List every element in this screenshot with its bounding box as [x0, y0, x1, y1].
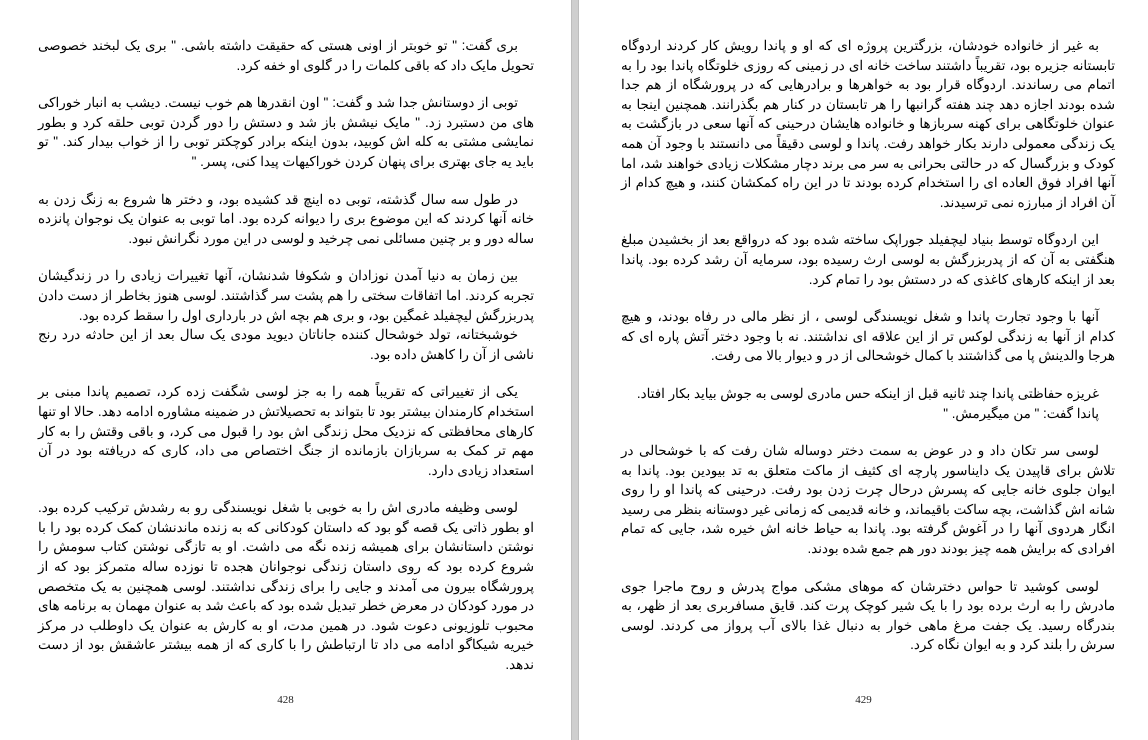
page-number: 428: [277, 694, 294, 706]
right-page-text: [621, 36, 1115, 673]
paragraph: لوسی سر تکان داد و در عوض به سمت دختر دوساله شان رفت که با خوشحالی در تلاش برای قاپیدن یک دایناسور پارچه ای کثیف از ماکت متعلق به تد بیودین بود. پاندا به ایوان جلوی خانه جایی که پسرش درحال چرت زدن بود رفت. درحینی که پاندا او را روی شانه اش گذاشت، بچه ساکت باقیماند، و خانه قدیمی که زمانی غیر دوستانه بنظر می رسید انگار هردوی آنها را در آغوش گرفته بود. پاندا به حیاط خانه اش خیره شد، جایی که تمام افرادی که برایش همه چیز بودند دور هم جمع شده بودند.: [621, 443, 1115, 557]
paragraph: خوشبختانه، تولد خوشحال کننده جاناتان دیوید مودی یک سال بعد از این حادثه درد رنج ناشی از آن را کاهش داده بود.: [38, 327, 534, 362]
paragraph: لوسی وظیفه مادری اش را به خوبی با شغل نویسندگی رو به رشدش ترکیب کرده بود. او بطور ذاتی یک قصه گو بود که داستان کودکانی که به زنده ماندنشان کمک کرده بود را با نوشتن داستانشان برای همیشه زنده نگه می داشت. او به تازگی نوشتن کتاب سومش را شروع کرده بود که روی داستان زندگی نوجوانان هجده تا نوزده ساله متمرکز بود که از پرورشگاه بیرون می آمدند و جایی را برای زندگی نداشتند. لوسی همچنین به یک متخصص در مورد کودکان در معرض خطر تبدیل شده بود که باعث شد به عنوان مهمان به برنامه های محبوب تلوزیونی دعوت شود. در همین مدت، او به کارش به عنوان یک داوطلب در مرکز خیریه شیکاگو ادامه می داد تا ارتباطش را با کاری که از همه بیشتر عاشقش بود از دست ندهد.: [38, 500, 534, 673]
paragraph: یکی از تغییراتی که تقریباً همه را به جز لوسی شگفت زده کرد، تصمیم پاندا مبنی بر استخدام کارمندان بیشتر بود تا بتواند به تحصیلاتش در ضمینه مشاوره ادامه دهد. حالا او تنها کارهای محافظتی که نزدیک محل زندگی اش بود را قبول می کرد، و باقی وقتش را به کار مهم تر کمک به سربازان بازمانده از جنگ اختصاص می داد، کاری که دریافته بود در آن استعداد زیادی دارد.: [38, 384, 534, 478]
paragraph: غریزه حفاظتی پاندا چند ثانیه قبل از اینکه حس مادری لوسی به جوش بیاید بکار افتاد.: [636, 385, 1099, 401]
paragraph: بری گفت: " تو خوبتر از اونی هستی که حقیقت داشته باشی. " بری یک لبخند خصوصی تحویل مایک داد که باقی کلمات را در گلوی او خفه کرد.: [38, 38, 534, 73]
paragraph: در طول سه سال گذشته، توبی ده اینچ قد کشیده بود، و دختر ها شروع به زنگ زدن به خانه آنها کردند که این موضوع بری را دیوانه کرده بود. اما توبی به عنوان یک نوجوان پانزده ساله دور و بر چنین مسائلی نمی چرخید و لوسی در این مورد نگرانش نبود.: [38, 191, 534, 246]
right-page: [578, 0, 1148, 740]
paragraph: لوسی کوشید تا حواس دخترشان که موهای مشکی مواج پدرش و روح ماجرا جوی مادرش را به ارث برده بود را با یک شیر کوچک پرت کند. قایق مسافربری بعد از ظهر، به بندرگاه رسید. یک جفت مرغ ماهی خوار به دنبال غذا بالای آب پرواز می کردند. لوسی سرش را بلند کرد و به ایوان نگاه کرد.: [621, 578, 1115, 653]
paragraph: پاندا گفت: " من میگیرمش. ": [943, 405, 1099, 421]
paragraph: بین زمان به دنیا آمدن نوزادان و شکوفا شدنشان، آنها تغییرات زیادی را در زندگیشان تجربه کردند. اما اتفاقات سختی را هم پشت سر گذاشتند. لوسی هنوز بخاطر از دست دادن پدربزرگش لیچفیلد غمگین بود، و بری هم بچه اش در بارداری اول را سقط کرده بود.: [38, 268, 534, 323]
left-page: [0, 0, 572, 740]
left-page-text: [38, 36, 534, 693]
paragraph: به غیر از خانواده خودشان، بزرگترین پروژه ای که او و پاندا رویش کار کردند اردوگاه تابستانه جزیره بود، تقریباً داشتند ساخت خانه ای در زمینی که روزی خلوتگاه پاندا بود را به اتمام می رساندند. اردوگاه قرار بود به خواهرها و برادرهایی که در پرورشگاه از هم جدا شده بودند اجازه دهد چند هفته گرانبها را هر تابستان در کنار هم بگذرانند. همچنین اینجا به عنوان خلوتگاهی برای کهنه سربازها و خانواده هایشان درحینی که آنها سعی در بازگشت به یک زندگی معمولی دارند بکار خواهد رفت. پاندا و لوسی دقیقاً می دانستند با وجود آن همه کودک و بزرگسال که در حالتی بحرانی به سر می برند دچار مشکلات زیادی خواهند شد، اما آنها افراد فوق العاده ای را استخدام کرده بودند تا در این راه کمکشان کنند، و هیچ کدام از آن افراد از مبارزه نمی ترسیدند.: [621, 38, 1115, 210]
paragraph: آنها با وجود تجارت پاندا و شغل نویسندگی لوسی ، از نظر مالی در رفاه بودند، و هیچ کدام از آنها به زندگی لوکس تر از این علاقه ای نداشتند. نه با وجود دختر آتش پاره ای که هرجا والدینش پا می گذاشتند با کمال خوشحالی از در و دیوار بالا می رفت.: [621, 309, 1115, 364]
paragraph: توبی از دوستانش جدا شد و گفت: " اون انقدرها هم خوب نیست. دیشب به انبار خوراکی های من دستبرد زد. " مایک نیشش باز شد و دستش را دور گردن توبی حلقه کرد و بطور نمایشی مشتی به کله اش کوبید، بدون اینکه برادر کوچکتر توبی را از خواب بیدار کند. " تو باید یه جای بهتری برای پنهان کردن خوراکیهات پیدا کنی، پسر. ": [38, 95, 534, 169]
paragraph: این اردوگاه توسط بنیاد لیچفیلد جوراپک ساخته شده بود که درواقع بعد از بخشیدن مبلغ هنگفتی به آن که از پدربزرگش به لوسی ارث رسیده بود، سرمایه آن رشد کرده بود. پاندا بعد از اینکه کارهای کاغذی که در دستش بود را تمام کرد.: [621, 232, 1115, 287]
page-number: 429: [855, 694, 872, 706]
